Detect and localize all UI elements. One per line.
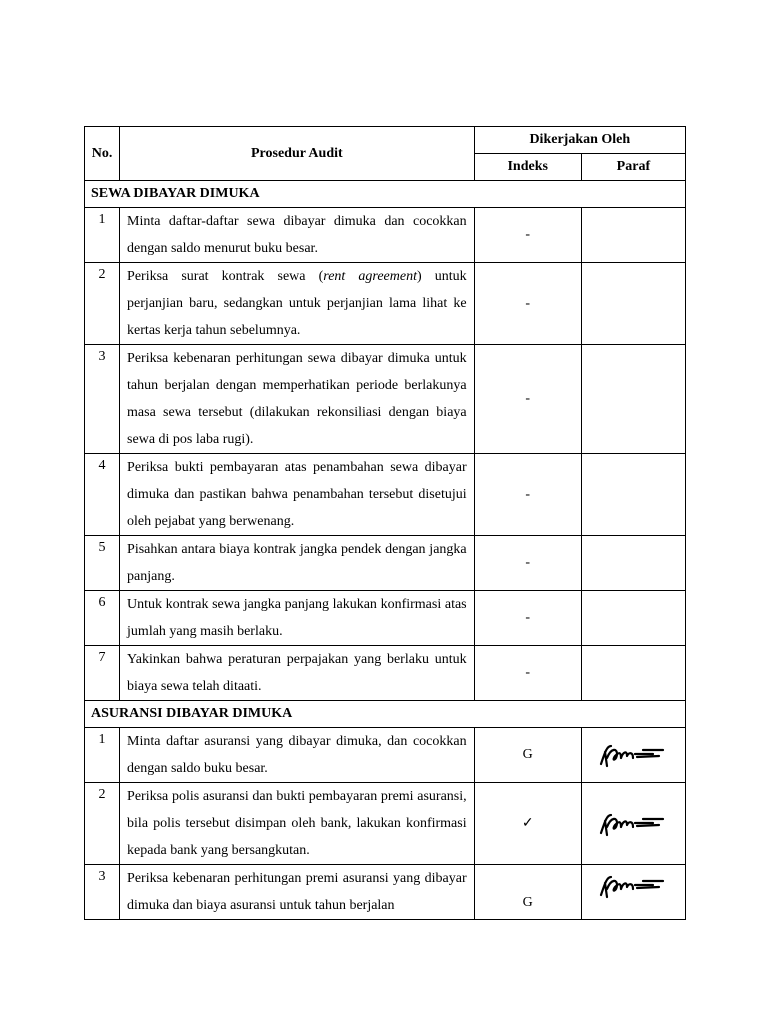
- index-mark: -: [474, 454, 581, 536]
- procedure-text: Minta daftar asuransi yang dibayar dimuka, dan cocokkan dengan saldo buku besar.: [120, 728, 475, 783]
- initials-cell: [581, 591, 685, 646]
- index-mark: ✓: [474, 783, 581, 865]
- initials-cell: [581, 646, 685, 701]
- initials-signature-icon: [597, 740, 669, 770]
- row-number: 5: [85, 536, 120, 591]
- initials-cell: [581, 263, 685, 345]
- initials-cell: [581, 208, 685, 263]
- initials-cell: [581, 345, 685, 454]
- procedure-text: Minta daftar-daftar sewa dibayar dimuka dan cocokkan dengan saldo menurut buku besar.: [120, 208, 475, 263]
- initials-signature-icon: [597, 871, 669, 901]
- initials-cell: [581, 454, 685, 536]
- audit-procedure-table: [84, 126, 686, 920]
- index-mark: G: [474, 728, 581, 783]
- row-number: 6: [85, 591, 120, 646]
- index-mark: -: [474, 345, 581, 454]
- row-number: 1: [85, 728, 120, 783]
- initials-cell: [581, 536, 685, 591]
- procedure-text-italic: rent agreement: [323, 269, 417, 284]
- header-done-by: Dikerjakan Oleh: [474, 127, 685, 154]
- procedure-text-part: Periksa surat kontrak sewa (: [127, 269, 324, 284]
- index-mark: -: [474, 208, 581, 263]
- procedure-text: Periksa kebenaran perhitungan premi asuransi yang dibayar dimuka dan biaya asuransi untuk tahun berjalan: [120, 865, 475, 920]
- procedure-text: Untuk kontrak sewa jangka panjang lakukan konfirmasi atas jumlah yang masih berlaku.: [120, 591, 475, 646]
- procedure-text: Yakinkan bahwa peraturan perpajakan yang berlaku untuk biaya sewa telah ditaati.: [120, 646, 475, 701]
- row-number: 4: [85, 454, 120, 536]
- initials-cell: [581, 728, 685, 783]
- procedure-text: Periksa bukti pembayaran atas penambahan sewa dibayar dimuka dan pastikan bahwa penambahan tersebut disetujui oleh pejabat yang berwenang.: [120, 454, 475, 536]
- initials-cell: [581, 865, 685, 920]
- index-mark: -: [474, 536, 581, 591]
- row-number: 3: [85, 345, 120, 454]
- initials-signature-icon: [597, 809, 669, 839]
- procedure-text-part: ) untuk perjanjian baru, sedangkan untuk perjanjian lama lihat ke kertas kerja tahun sebelumnya.: [127, 269, 467, 338]
- row-number: 2: [85, 263, 120, 345]
- procedure-text: Periksa polis asuransi dan bukti pembayaran premi asuransi, bila polis tersebut disimpan oleh bank, lakukan konfirmasi kepada bank yang bersangkutan.: [120, 783, 475, 865]
- procedure-text: Periksa kebenaran perhitungan sewa dibayar dimuka untuk tahun berjalan dengan memperhatikan periode berlakunya masa sewa tersebut (dilakukan rekonsiliasi dengan biaya sewa di pos laba rugi).: [120, 345, 475, 454]
- header-initials: Paraf: [581, 154, 685, 181]
- row-number: 2: [85, 783, 120, 865]
- initials-cell: [581, 783, 685, 865]
- section-title: SEWA DIBAYAR DIMUKA: [85, 181, 686, 208]
- index-mark: -: [474, 263, 581, 345]
- row-number: 7: [85, 646, 120, 701]
- header-procedure: Prosedur Audit: [120, 127, 475, 181]
- row-number: 1: [85, 208, 120, 263]
- procedure-text: [120, 263, 475, 345]
- section-title: ASURANSI DIBAYAR DIMUKA: [85, 701, 686, 728]
- index-mark: G: [474, 865, 581, 920]
- header-index: Indeks: [474, 154, 581, 181]
- procedure-text: Pisahkan antara biaya kontrak jangka pendek dengan jangka panjang.: [120, 536, 475, 591]
- index-mark: -: [474, 646, 581, 701]
- header-no: No.: [85, 127, 120, 181]
- index-mark: -: [474, 591, 581, 646]
- row-number: 3: [85, 865, 120, 920]
